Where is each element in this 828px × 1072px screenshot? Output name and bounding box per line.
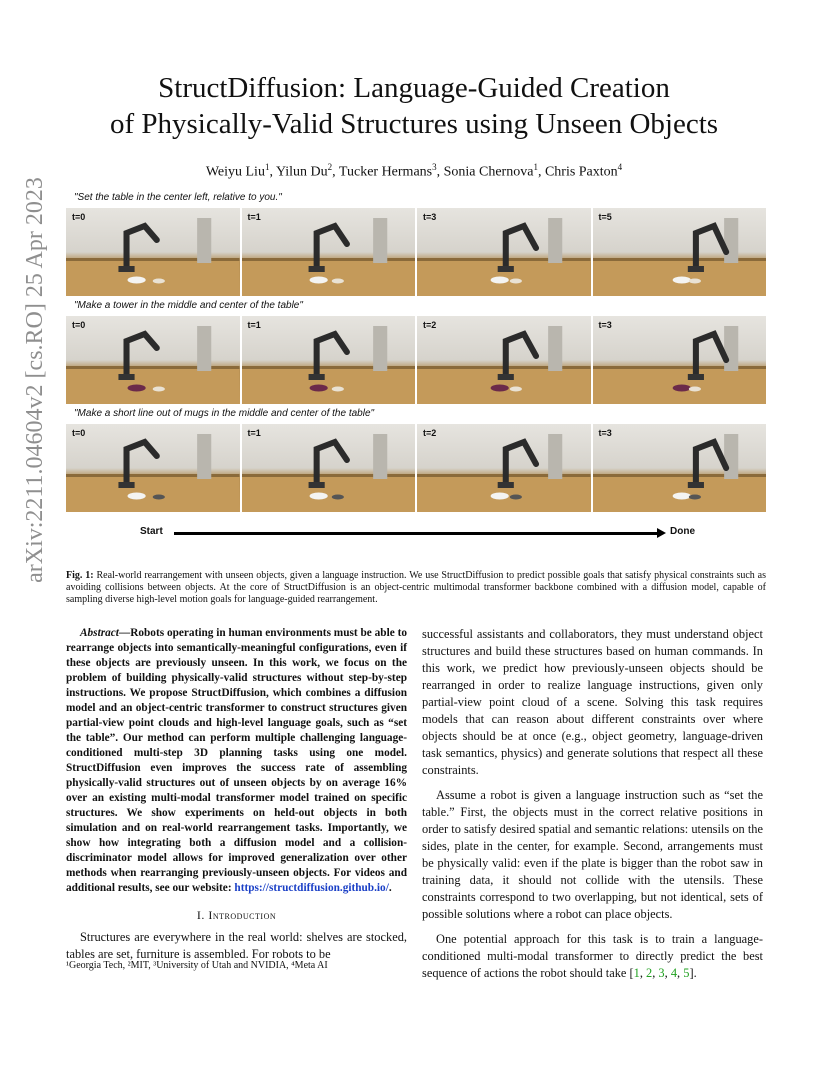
figure-row-frames (66, 424, 766, 512)
abstract (66, 626, 407, 896)
timeline-start-label: Start (140, 526, 163, 537)
robot-arm-illustration (242, 208, 416, 296)
timestep-label: t=3 (598, 428, 612, 438)
abstract-label: Abstract (80, 627, 119, 639)
timestep-label: t=0 (72, 212, 86, 222)
title-line-1: StructDiffusion: Language-Guided Creation (158, 72, 670, 104)
author-affiliation-mark: 3 (432, 162, 437, 172)
robot-scene-photo (242, 424, 416, 512)
robot-arm-illustration (66, 316, 240, 404)
project-website-link[interactable]: https://structdiffusion.github.io/ (234, 882, 389, 894)
figure-row-instruction: "Set the table in the center left, relative to you." (74, 192, 282, 203)
robot-arm-illustration (593, 208, 767, 296)
author-name: Weiyu Liu (205, 164, 265, 180)
robot-scene-photo (66, 424, 240, 512)
timestep-label: t=0 (72, 320, 86, 330)
abstract-text: —Robots operating in human environments must be able to rearrange objects into semantically-meaningful configurations, even if these objects are previously unseen. In this work, we focus on the problem of building physically-valid structures without step-by-step instructions. We propose StructDiffusion, which combines a diffusion model and an object-centric transformer to construct structures given partial-view point clouds and high-level language goals, such as “set the table”. Our method can perform multiple challenging language-conditioned multi-step 3D planning tasks using one model. StructDiffusion even improves the success rate of assembling physically-valid structures out of unseen objects by on average 16% over an existing multi-modal transformer model trained on specific structures. We show experiments on held-out objects in both simulation and on real-world rearrangement tasks. Importantly, we show how integrating both a diffusion model and a collision-discriminator model allows for improved generalization over other methods when rearranging previously-unseen objects. For videos and additional results, see our website: (66, 627, 407, 894)
author-name: Chris Paxton (544, 164, 618, 180)
left-column (66, 626, 407, 971)
robot-arm-illustration (242, 316, 416, 404)
timeline-done-label: Done (670, 526, 695, 537)
figure-row-frames (66, 316, 766, 404)
author-name: Yilun Du (275, 164, 328, 180)
citation-link[interactable]: 2 (646, 966, 653, 980)
citation-link[interactable]: 1 (633, 966, 640, 980)
intro-paragraph-4-end: ]. (689, 966, 697, 980)
author-name: Sonia Chernova (443, 164, 534, 180)
section-heading-introduction: I. Introduction (196, 908, 277, 922)
robot-scene-photo (242, 316, 416, 404)
author-affiliation-mark: 1 (264, 162, 270, 172)
citation-link[interactable]: 5 (683, 966, 690, 980)
timestep-label: t=5 (598, 212, 612, 222)
robot-arm-illustration (593, 316, 767, 404)
timeline (66, 518, 766, 544)
robot-arm-illustration (66, 208, 240, 296)
timeline-arrow (174, 532, 658, 535)
robot-scene-photo (593, 316, 767, 404)
citation-link[interactable]: 3 (658, 966, 665, 980)
figure-caption (66, 570, 766, 606)
timestep-label: t=1 (247, 428, 261, 438)
robot-scene-photo (417, 424, 591, 512)
robot-arm-illustration (417, 424, 591, 512)
robot-scene-photo (66, 316, 240, 404)
title-line-2: of Physically-Valid Structures using Unseen Objects (109, 108, 719, 140)
timestep-label: t=1 (247, 320, 261, 330)
abstract-end: . (388, 882, 392, 894)
figure-row-instruction: "Make a tower in the middle and center of the table" (74, 300, 303, 311)
figure-row-instruction: "Make a short line out of mugs in the middle and center of the table" (74, 408, 375, 419)
robot-scene-photo (242, 208, 416, 296)
robot-scene-photo (66, 208, 240, 296)
intro-paragraph-1: Structures are everywhere in the real world: shelves are stocked, tables are set, furniture is assembled. For robots to be (66, 930, 407, 961)
paper-title (40, 70, 788, 142)
timestep-label: t=2 (423, 320, 437, 330)
author-name: Tucker Hermans (338, 164, 433, 180)
intro-paragraph-3: Assume a robot is given a language instruction such as “set the table.” First, the objects must in the correct relative positions in order to satisfy desired spatial and semantic relations: utensils on the sides, plate in the center, for example. Second, arrangements must be physically valid: even if the plate is bigger than the robot saw in training data, it should not collide with the utensils. These constraints correspond to two overlapping, but not identical, sets of possible solutions where a robot can place objects. (422, 788, 763, 921)
intro-paragraph-2: successful assistants and collaborators, they must understand object structures and build these structures based on human commands. In this work, we predict how previously-unseen objects should be rearranged in order to realize language instructions, given only partial-view point cloud of a scene. Solving this task requires models that can reason about different constraints over where objects should be at once (e.g., object geometry, language-driven task semantics, physics) and generate solutions that respect all these constraints. (422, 627, 763, 777)
robot-arm-illustration (417, 208, 591, 296)
citation-link[interactable]: 4 (670, 966, 678, 980)
timestep-label: t=1 (247, 212, 261, 222)
timestep-label: t=0 (72, 428, 86, 438)
robot-arm-illustration (66, 424, 240, 512)
robot-scene-photo (593, 424, 767, 512)
robot-arm-illustration (593, 424, 767, 512)
author-affiliation-mark: 1 (533, 162, 538, 172)
robot-arm-illustration (417, 316, 591, 404)
intro-paragraph-4: One potential approach for this task is to train a language-conditioned multi-modal transformer to directly predict the best sequence of actions the robot should take [1, 2, 3, 4, 5]. (422, 932, 763, 980)
timestep-label: t=3 (423, 212, 437, 222)
affiliation-footnote: ¹Georgia Tech, ²MIT, ³University of Utah and NVIDIA, ⁴Meta AI (66, 960, 328, 971)
right-column (422, 626, 763, 990)
robot-scene-photo (417, 316, 591, 404)
figure-1 (66, 188, 766, 544)
robot-arm-illustration (242, 424, 416, 512)
timestep-label: t=2 (423, 428, 437, 438)
figure-caption-text: Real-world rearrangement with unseen objects, given a language instruction. We use StructDiffusion to predict possible goals that satisfy physical constraints such as avoiding collisions between objects. At the core of StructDiffusion is an object-centric multimodal transformer backbone combined with a diffusion model, capable of sampling diverse high-level motion goals for language-guided rearrangement. (66, 570, 766, 605)
intro-paragraph-4-text: One potential approach for this task is to train a language-conditioned multi-modal transformer to directly predict the best sequence of actions the robot should take [ (422, 932, 763, 980)
robot-scene-photo (593, 208, 767, 296)
author-affiliation-mark: 4 (617, 162, 623, 172)
author-affiliation-mark: 2 (327, 162, 333, 172)
robot-scene-photo (417, 208, 591, 296)
timestep-label: t=3 (598, 320, 612, 330)
arxiv-stamp: arXiv:2211.04604v2 [cs.RO] 25 Apr 2023 (22, 177, 48, 583)
figure-caption-label: Fig. 1: (66, 570, 94, 581)
author-list: Weiyu Liu$^1$, Yilun Du$^2$, Tucker Hermans$^3$, Sonia Chernova$^1$, Chris Paxton$^4$ (205, 162, 623, 180)
figure-row-frames (66, 208, 766, 296)
